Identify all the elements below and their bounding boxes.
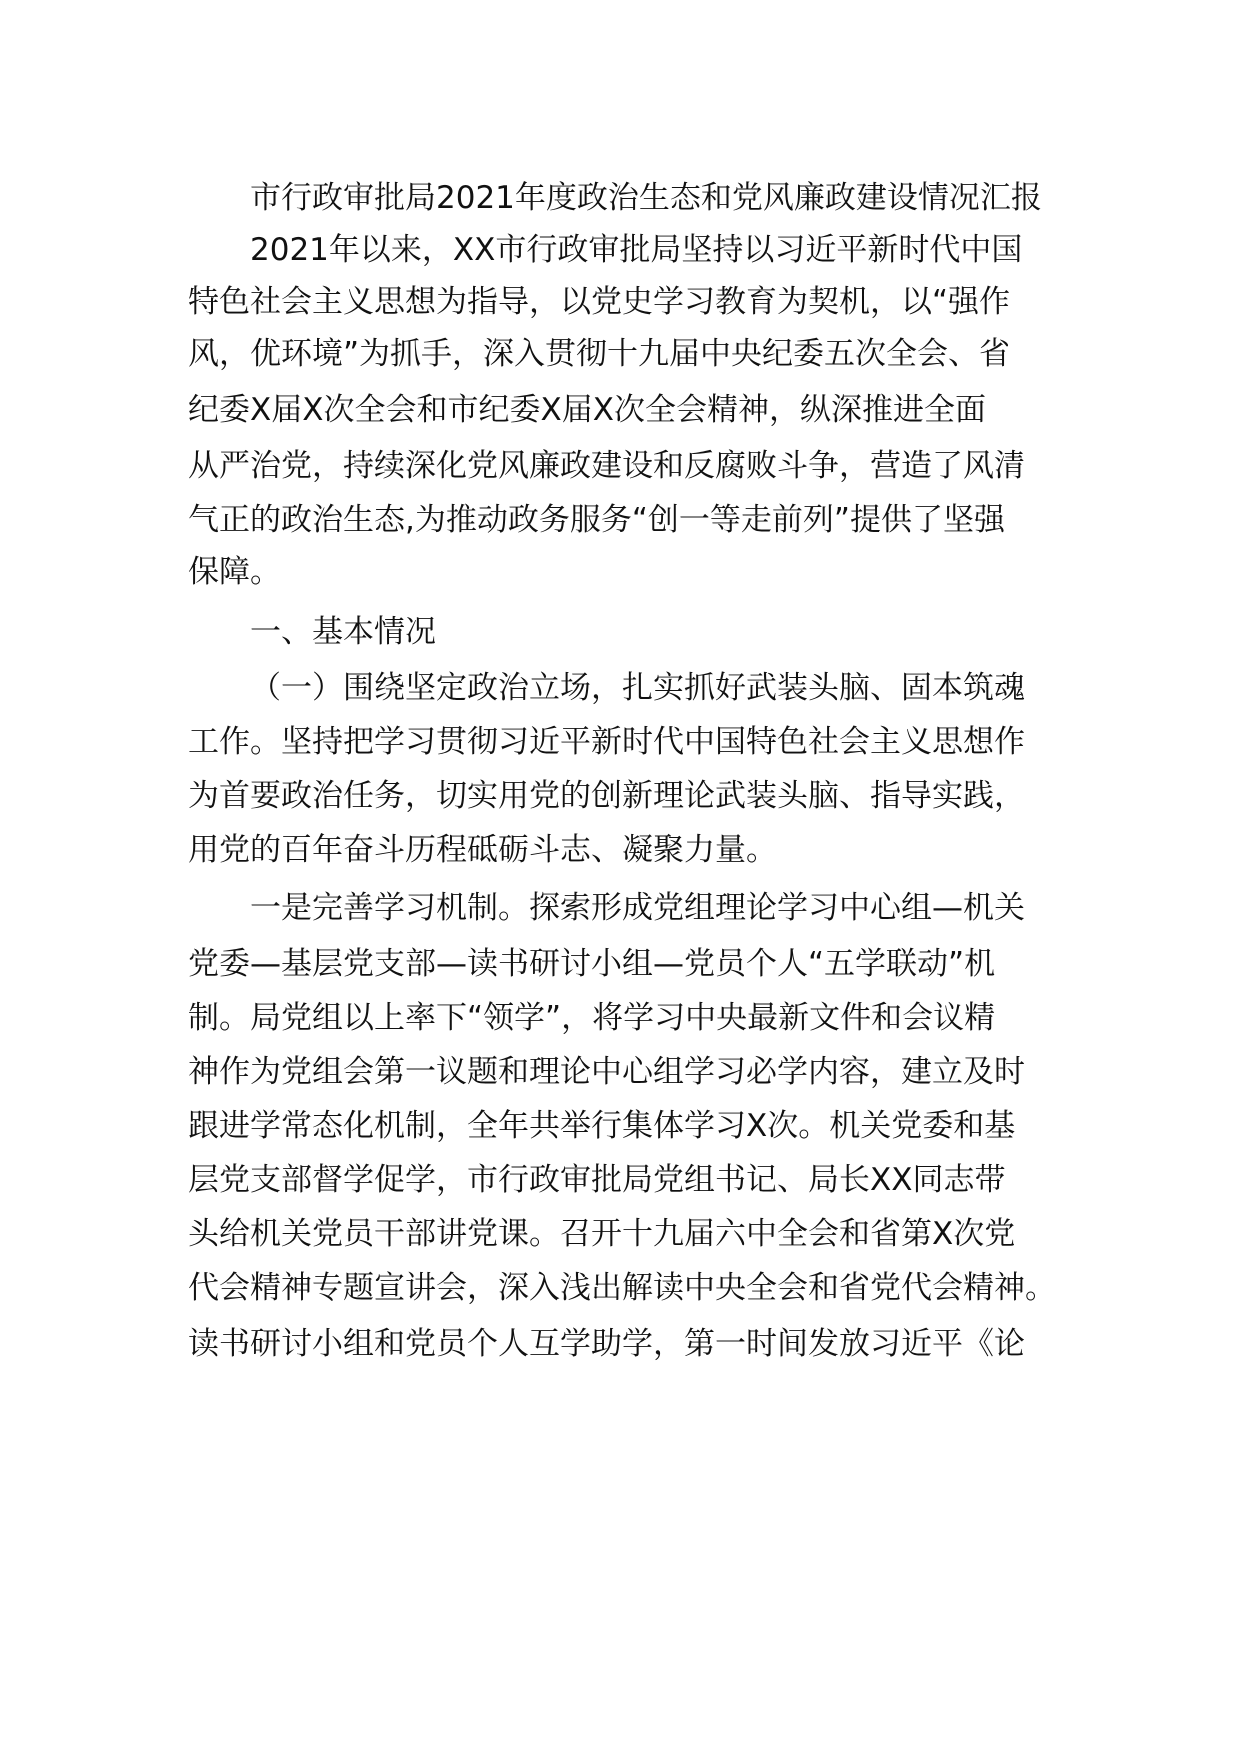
paragraph-line: 代会精神专题宣讲会，深入浅出解读中央全会和省党代会精神。: [188, 1270, 1056, 1306]
paragraph-line: 读书研讨小组和党员个人互学助学，第一时间发放习近平《论: [188, 1326, 1025, 1362]
paragraph-line: 用党的百年奋斗历程砥砺斗志、凝聚力量。: [188, 832, 777, 868]
paragraph-line: 气正的政治生态,为推动政务服务“创一等走前列”提供了坚强: [188, 502, 1005, 538]
paragraph-line: 神作为党组会第一议题和理论中心组学习必学内容，建立及时: [188, 1054, 1025, 1090]
paragraph-line: 保障。: [188, 554, 281, 590]
document-title: 市行政审批局2021年度政治生态和党风廉政建设情况汇报: [250, 180, 1042, 216]
paragraph-line: 层党支部督学促学，市行政审批局党组书记、局长XX同志带: [188, 1162, 1006, 1198]
section-heading: 一、基本情况: [250, 614, 436, 650]
paragraph-line: 风，优环境”为抓手，深入贯彻十九届中央纪委五次全会、省: [188, 336, 1011, 372]
paragraph-line: 纪委X届X次全会和市纪委X届X次全会精神，纵深推进全面: [188, 392, 986, 428]
paragraph-line: 头给机关党员干部讲党课。召开十九届六中全会和省第X次党: [188, 1216, 1016, 1252]
paragraph-line: 为首要政治任务，切实用党的创新理论武装头脑、指导实践，: [188, 778, 1025, 814]
paragraph-line: 党委—基层党支部—读书研讨小组—党员个人“五学联动”机: [188, 946, 996, 982]
subsection-heading: （一）围绕坚定政治立场，扎实抓好武装头脑、固本筑魂: [250, 670, 1025, 706]
paragraph-line: 特色社会主义思想为指导，以党史学习教育为契机，以“强作: [188, 284, 1011, 320]
paragraph-line: 一是完善学习机制。探索形成党组理论学习中心组—机关: [250, 890, 1025, 926]
paragraph-line: 跟进学常态化机制，全年共举行集体学习X次。机关党委和基: [188, 1108, 1016, 1144]
paragraph-line: 工作。坚持把学习贯彻习近平新时代中国特色社会主义思想作: [188, 724, 1025, 760]
paragraph-line: 制。局党组以上率下“领学”，将学习中央最新文件和会议精: [188, 1000, 996, 1036]
paragraph-line: 从严治党，持续深化党风廉政建设和反腐败斗争，营造了风清: [188, 448, 1025, 484]
paragraph-line: 2021年以来，XX市行政审批局坚持以习近平新时代中国: [250, 232, 1023, 268]
